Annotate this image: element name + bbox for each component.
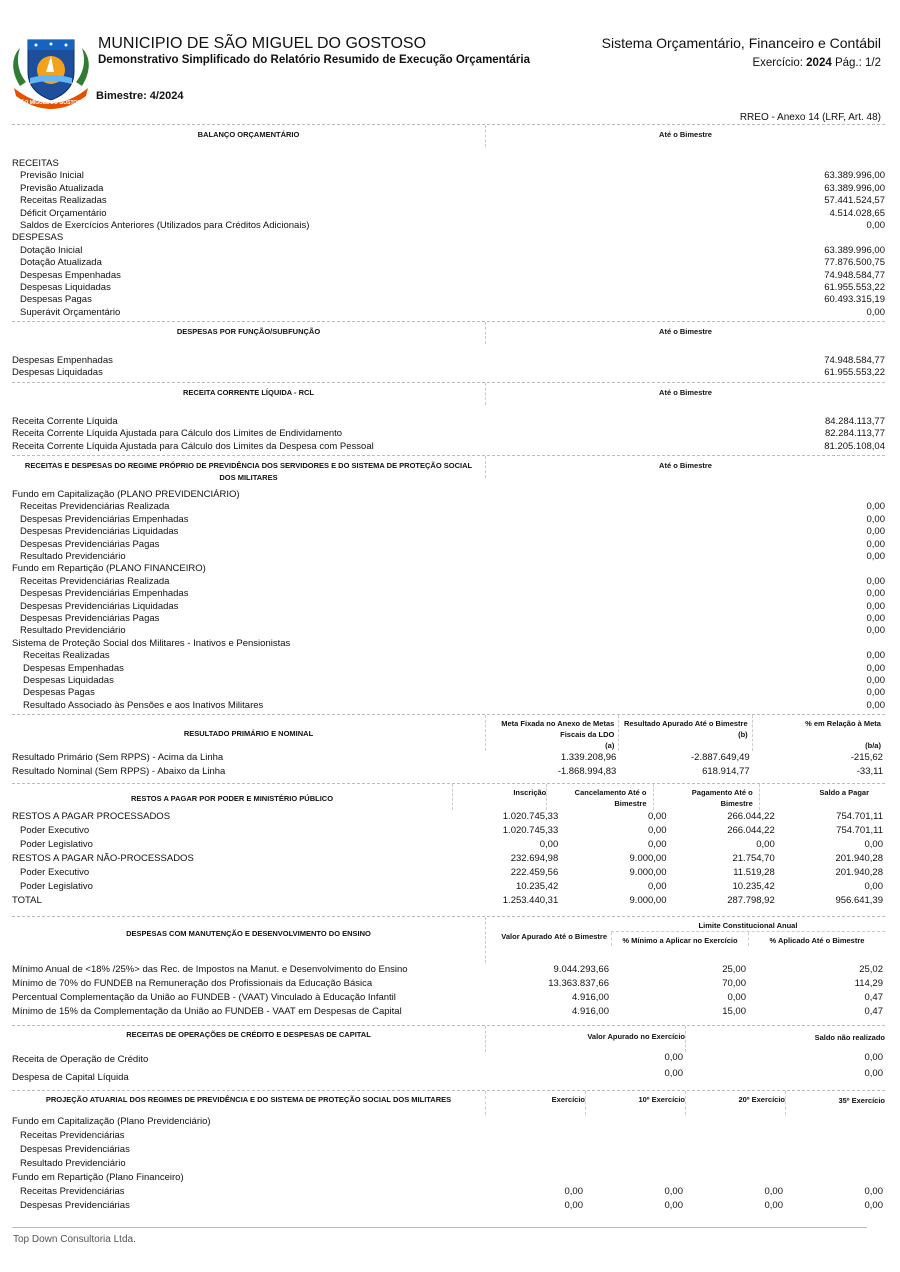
column-header: Valor Apurado Até o Bimestre — [485, 917, 611, 963]
table-row: Receitas Previdenciárias 0,00 0,00 0,00 0,00 — [20, 1186, 883, 1198]
report-body — [12, 124, 885, 1213]
municipal-coat-of-arms-logo — [6, 26, 96, 110]
table-row: Despesas Liquidadas 61.955.553,22 — [12, 367, 885, 379]
column-header: 20º Exercício — [685, 1091, 785, 1115]
table-row: Despesa de Capital Líquida 0,00 0,00 — [12, 1068, 883, 1084]
table-row: Dotação Inicial 63.389.996,00 — [20, 244, 885, 256]
table-row: Poder Legislativo 0,00 0,00 0,00 0,00 — [20, 839, 883, 851]
table-row: Despesas Empenhadas 74.948.584,77 — [12, 355, 885, 367]
table-row: Despesas Pagas 60.493.315,19 — [20, 294, 885, 306]
table-row: Percentual Complementação da União ao FUNDEB - (VAAT) Vinculado à Educação Infantil 4.916,00 0,00 0,47 — [12, 992, 883, 1004]
table-row: Resultado Nominal (Sem RPPS) - Abaixo da Linha -1.868.994,83 618.914,77 -33,11 — [12, 766, 883, 778]
table-row: Despesas Pagas 0,00 — [23, 687, 885, 699]
table-row: TOTAL 1.253.440,31 9.000,00 287.798,92 956.641,39 — [12, 895, 883, 907]
table-row: Déficit Orçamentário 4.514.028,65 — [20, 207, 885, 219]
table-row: Resultado Primário (Sem RPPS) - Acima da Linha 1.339.208,96 -2.887.649,49 -215,62 — [12, 752, 883, 764]
table-row: Receitas Previdenciárias Realizada 0,00 — [20, 501, 885, 513]
exercise-label: Exercício: — [752, 57, 803, 69]
column-header: % em Relação à Meta (b/a) — [752, 715, 885, 751]
table-row: Resultado Previdenciário — [20, 1158, 126, 1170]
section-title: RECEITAS DE OPERAÇÕES DE CRÉDITO E DESPESAS DE CAPITAL — [126, 1030, 371, 1040]
table-row: Mínimo Anual de <18% /25%> das Rec. de Impostos na Manut. e Desenvolvimento do Ensino 9.044.293,66 25,00 25,02 — [12, 964, 883, 976]
footer-divider — [12, 1227, 867, 1228]
column-header: Até o Bimestre — [485, 456, 885, 478]
table-row: Mínimo de 70% do FUNDEB na Remuneração dos Profissionais da Educação Básica 13.363.837,66 70,00 114,29 — [12, 978, 883, 990]
table-row: Despesas Liquidadas 0,00 — [23, 674, 885, 686]
table-row: Saldos de Exercícios Anteriores (Utilizados para Créditos Adicionais) 0,00 — [20, 219, 885, 231]
table-row: Superávit Orçamentário 0,00 — [20, 306, 885, 318]
table-row: RECEITAS — [12, 158, 59, 169]
table-row: Despesas Previdenciárias Empenhadas 0,00 — [20, 588, 885, 600]
section-rpps — [12, 455, 885, 712]
table-row: Despesas Previdenciárias Liquidadas 0,00 — [20, 600, 885, 612]
table-row: Previsão Atualizada 63.389.996,00 — [20, 182, 885, 194]
section-title: RESULTADO PRIMÁRIO E NOMINAL — [183, 729, 314, 739]
section-title: RESTOS A PAGAR POR PODER E MINISTÉRIO PÚBLICO — [130, 794, 334, 804]
exercise-year: 2024 — [806, 57, 832, 69]
column-header: Até o Bimestre — [485, 322, 885, 344]
column-header: Meta Fixada no Anexo de Metas Fiscais da LDO (a) — [485, 715, 618, 751]
column-header: 35º Exercício — [785, 1091, 885, 1115]
annex-label: RREO - Anexo 14 (LRF, Art. 48) — [739, 112, 881, 123]
section-title: RECEITAS E DESPESAS DO REGIME PRÓPRIO DE PREVIDÊNCIA DOS SERVIDORES E DO SISTEMA DE PROTEÇÃO SOCIAL DOS MILITARES — [24, 461, 473, 483]
table-row: Receita Corrente Líquida Ajustada para Cálculo dos Limites da Despesa com Pessoal 81.205.108,04 — [12, 440, 885, 452]
report-header — [0, 0, 900, 123]
table-row: Poder Executivo 1.020.745,33 0,00 266.044,22 754.701,11 — [20, 825, 883, 837]
section-projecao-atuarial — [12, 1090, 885, 1213]
system-name: Sistema Orçamentário, Financeiro e Contábil — [601, 35, 881, 51]
table-row: Despesas Previdenciárias — [20, 1144, 130, 1156]
column-header: Saldo a Pagar — [759, 784, 885, 810]
table-row: Despesas Previdenciárias Pagas 0,00 — [20, 538, 885, 550]
table-row: Receitas Previdenciárias Realizada 0,00 — [20, 575, 885, 587]
exercise-info — [752, 57, 881, 69]
table-row: Despesas Previdenciárias Liquidadas 0,00 — [20, 526, 885, 538]
table-row: Resultado Associado às Pensões e aos Inativos Militares 0,00 — [23, 699, 885, 711]
column-header: % Mínimo a Aplicar no Exercício — [611, 932, 748, 946]
section-title: BALANÇO ORÇAMENTÁRIO — [197, 130, 300, 139]
table-row: RESTOS A PAGAR PROCESSADOS 1.020.745,33 0,00 266.044,22 754.701,11 — [12, 811, 883, 823]
bimester-label: Bimestre: 4/2024 — [96, 90, 184, 102]
section-rcl — [12, 382, 885, 453]
column-header: Exercício — [485, 1091, 585, 1115]
table-row: Resultado Previdenciário 0,00 — [20, 625, 885, 637]
table-row: Resultado Previdenciário 0,00 — [20, 550, 885, 562]
column-header: 10º Exercício — [585, 1091, 685, 1115]
table-row: Despesas Empenhadas 74.948.584,77 — [20, 269, 885, 281]
page-number: Pág.: 1/2 — [834, 57, 881, 69]
table-row: Poder Legislativo 10.235,42 0,00 10.235,42 0,00 — [20, 881, 883, 893]
table-row: Despesas Previdenciárias 0,00 0,00 0,00 0,00 — [20, 1200, 883, 1212]
table-row: Sistema de Proteção Social dos Militares - Inativos e Pensionistas — [12, 637, 291, 649]
column-header: Cancelamento Até o Bimestre — [546, 784, 652, 810]
column-header: Saldo não realizado — [685, 1026, 885, 1052]
table-row: Receita de Operação de Crédito 0,00 0,00 — [12, 1052, 883, 1066]
table-row: Mínimo de 15% da Complementação da União ao FUNDEB - VAAT em Despesas de Capital 4.916,00 15,00 0,47 — [12, 1006, 883, 1018]
column-header: Pagamento Até o Bimestre — [653, 784, 759, 810]
report-title: Demonstrativo Simplificado do Relatório Resumido de Execução Orçamentária — [98, 54, 531, 66]
table-row: RESTOS A PAGAR NÃO-PROCESSADOS 232.694,98 9.000,00 21.754,70 201.940,28 — [12, 853, 883, 865]
table-row: Previsão Inicial 63.389.996,00 — [20, 170, 885, 182]
table-row: DESPESAS — [12, 232, 64, 244]
table-row: Fundo em Capitalização (PLANO PREVIDENCIÁRIO) — [12, 489, 240, 501]
column-header: Valor Apurado no Exercício — [485, 1026, 685, 1052]
section-operacoes-credito — [12, 1025, 885, 1084]
column-header: Inscrição — [452, 784, 546, 810]
section-resultado-primario — [12, 714, 885, 779]
section-restos-a-pagar — [12, 783, 885, 908]
municipality-name: MUNICIPIO DE SÃO MIGUEL DO GOSTOSO — [98, 35, 427, 52]
svg-text:SÃO MIGUEL DO GOSTOSO: SÃO MIGUEL DO GOSTOSO — [17, 100, 85, 106]
table-row: Poder Executivo 222.459,56 9.000,00 11.519,28 201.940,28 — [20, 867, 883, 879]
section-title: RECEITA CORRENTE LÍQUIDA - RCL — [183, 387, 314, 397]
section-title: DESPESAS COM MANUTENÇÃO E DESENVOLVIMENTO DO ENSINO — [126, 929, 371, 939]
table-row: Despesas Empenhadas 0,00 — [23, 662, 885, 674]
section-title: DESPESAS POR FUNÇÃO/SUBFUNÇÃO — [176, 327, 321, 337]
table-row: Receita Corrente Líquida Ajustada para Cálculo dos Limites de Endividamento 82.284.113,77 — [12, 428, 885, 440]
table-row: Fundo em Capitalização (Plano Previdenciário) — [12, 1116, 211, 1128]
section-title: PROJEÇÃO ATUARIAL DOS REGIMES DE PREVIDÊNCIA E DO SISTEMA DE PROTEÇÃO SOCIAL DOS MILITARES — [45, 1095, 452, 1105]
column-header: Resultado Apurado Até o Bimestre (b) — [618, 715, 751, 751]
footer-company: Top Down Consultoria Ltda. — [13, 1234, 136, 1245]
column-group-header: Limite Constitucional Anual — [611, 917, 885, 932]
column-header: Até o Bimestre — [485, 383, 885, 405]
section-funcao — [12, 321, 885, 380]
column-header: Até o Bimestre — [485, 125, 885, 147]
table-row: Receitas Realizadas 57.441.524,57 — [20, 195, 885, 207]
table-row: Despesas Previdenciárias Pagas 0,00 — [20, 612, 885, 624]
column-header: % Aplicado Até o Bimestre — [748, 932, 885, 946]
table-row: Receitas Realizadas 0,00 — [23, 650, 885, 662]
table-row: Receitas Previdenciárias — [20, 1130, 125, 1142]
table-row: Despesas Liquidadas 61.955.553,22 — [20, 281, 885, 293]
table-row: Dotação Atualizada 77.876.500,75 — [20, 257, 885, 269]
table-row: Fundo em Repartição (Plano Financeiro) — [12, 1172, 184, 1184]
table-row: Fundo em Repartição (PLANO FINANCEIRO) — [12, 563, 206, 575]
section-balanco — [12, 124, 885, 319]
section-ensino — [12, 916, 885, 1019]
table-row: Despesas Previdenciárias Empenhadas 0,00 — [20, 513, 885, 525]
table-row: Receita Corrente Líquida 84.284.113,77 — [12, 415, 885, 427]
